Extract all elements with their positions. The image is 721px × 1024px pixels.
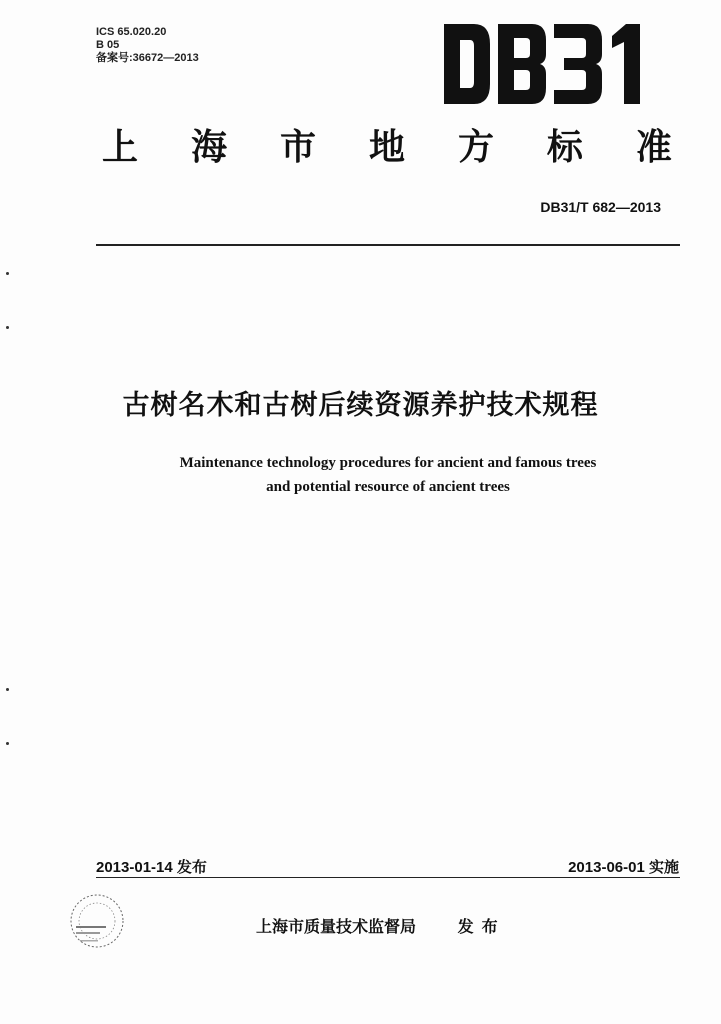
std-type-char: 市 [279,127,316,168]
issue-date: 2013-01-14 发布 [96,859,207,876]
bottom-divider [96,877,680,878]
std-type-char: 标 [546,127,583,168]
library-stamp-seal [62,886,132,956]
chinese-title: 古树名木和古树后续资源养护技术规程 [122,390,599,421]
std-type-char: 方 [457,127,494,168]
publisher-action: 发布 [457,917,506,936]
scan-artifact-dot [6,326,9,329]
classification-block [96,26,199,65]
top-divider [96,244,680,246]
ccs-code: B 05 [96,39,120,51]
publisher-name: 上海市质量技术监督局 [256,917,417,936]
std-type-char: 地 [368,127,405,168]
standard-number: DB31/T 682—2013 [540,199,661,215]
std-type-char: 准 [635,127,672,168]
record-number: 备案号:36672—2013 [96,52,199,64]
english-title-line-2: and potential resource of ancient trees [266,479,510,495]
std-type-char: 海 [190,127,227,168]
std-type-char: 上 [102,127,139,168]
scan-artifact-dot [6,272,9,275]
scan-artifact-dot [6,688,9,691]
db31-logo [440,14,646,114]
english-title [0,451,721,499]
english-title-line-1: Maintenance technology procedures for ancient and famous trees [179,455,597,471]
publisher-line [256,914,506,937]
implementation-date: 2013-06-01 实施 [568,859,679,876]
ics-code: ICS 65.020.20 [96,26,167,38]
standard-type-heading [102,126,672,170]
scan-artifact-dot [6,742,9,745]
